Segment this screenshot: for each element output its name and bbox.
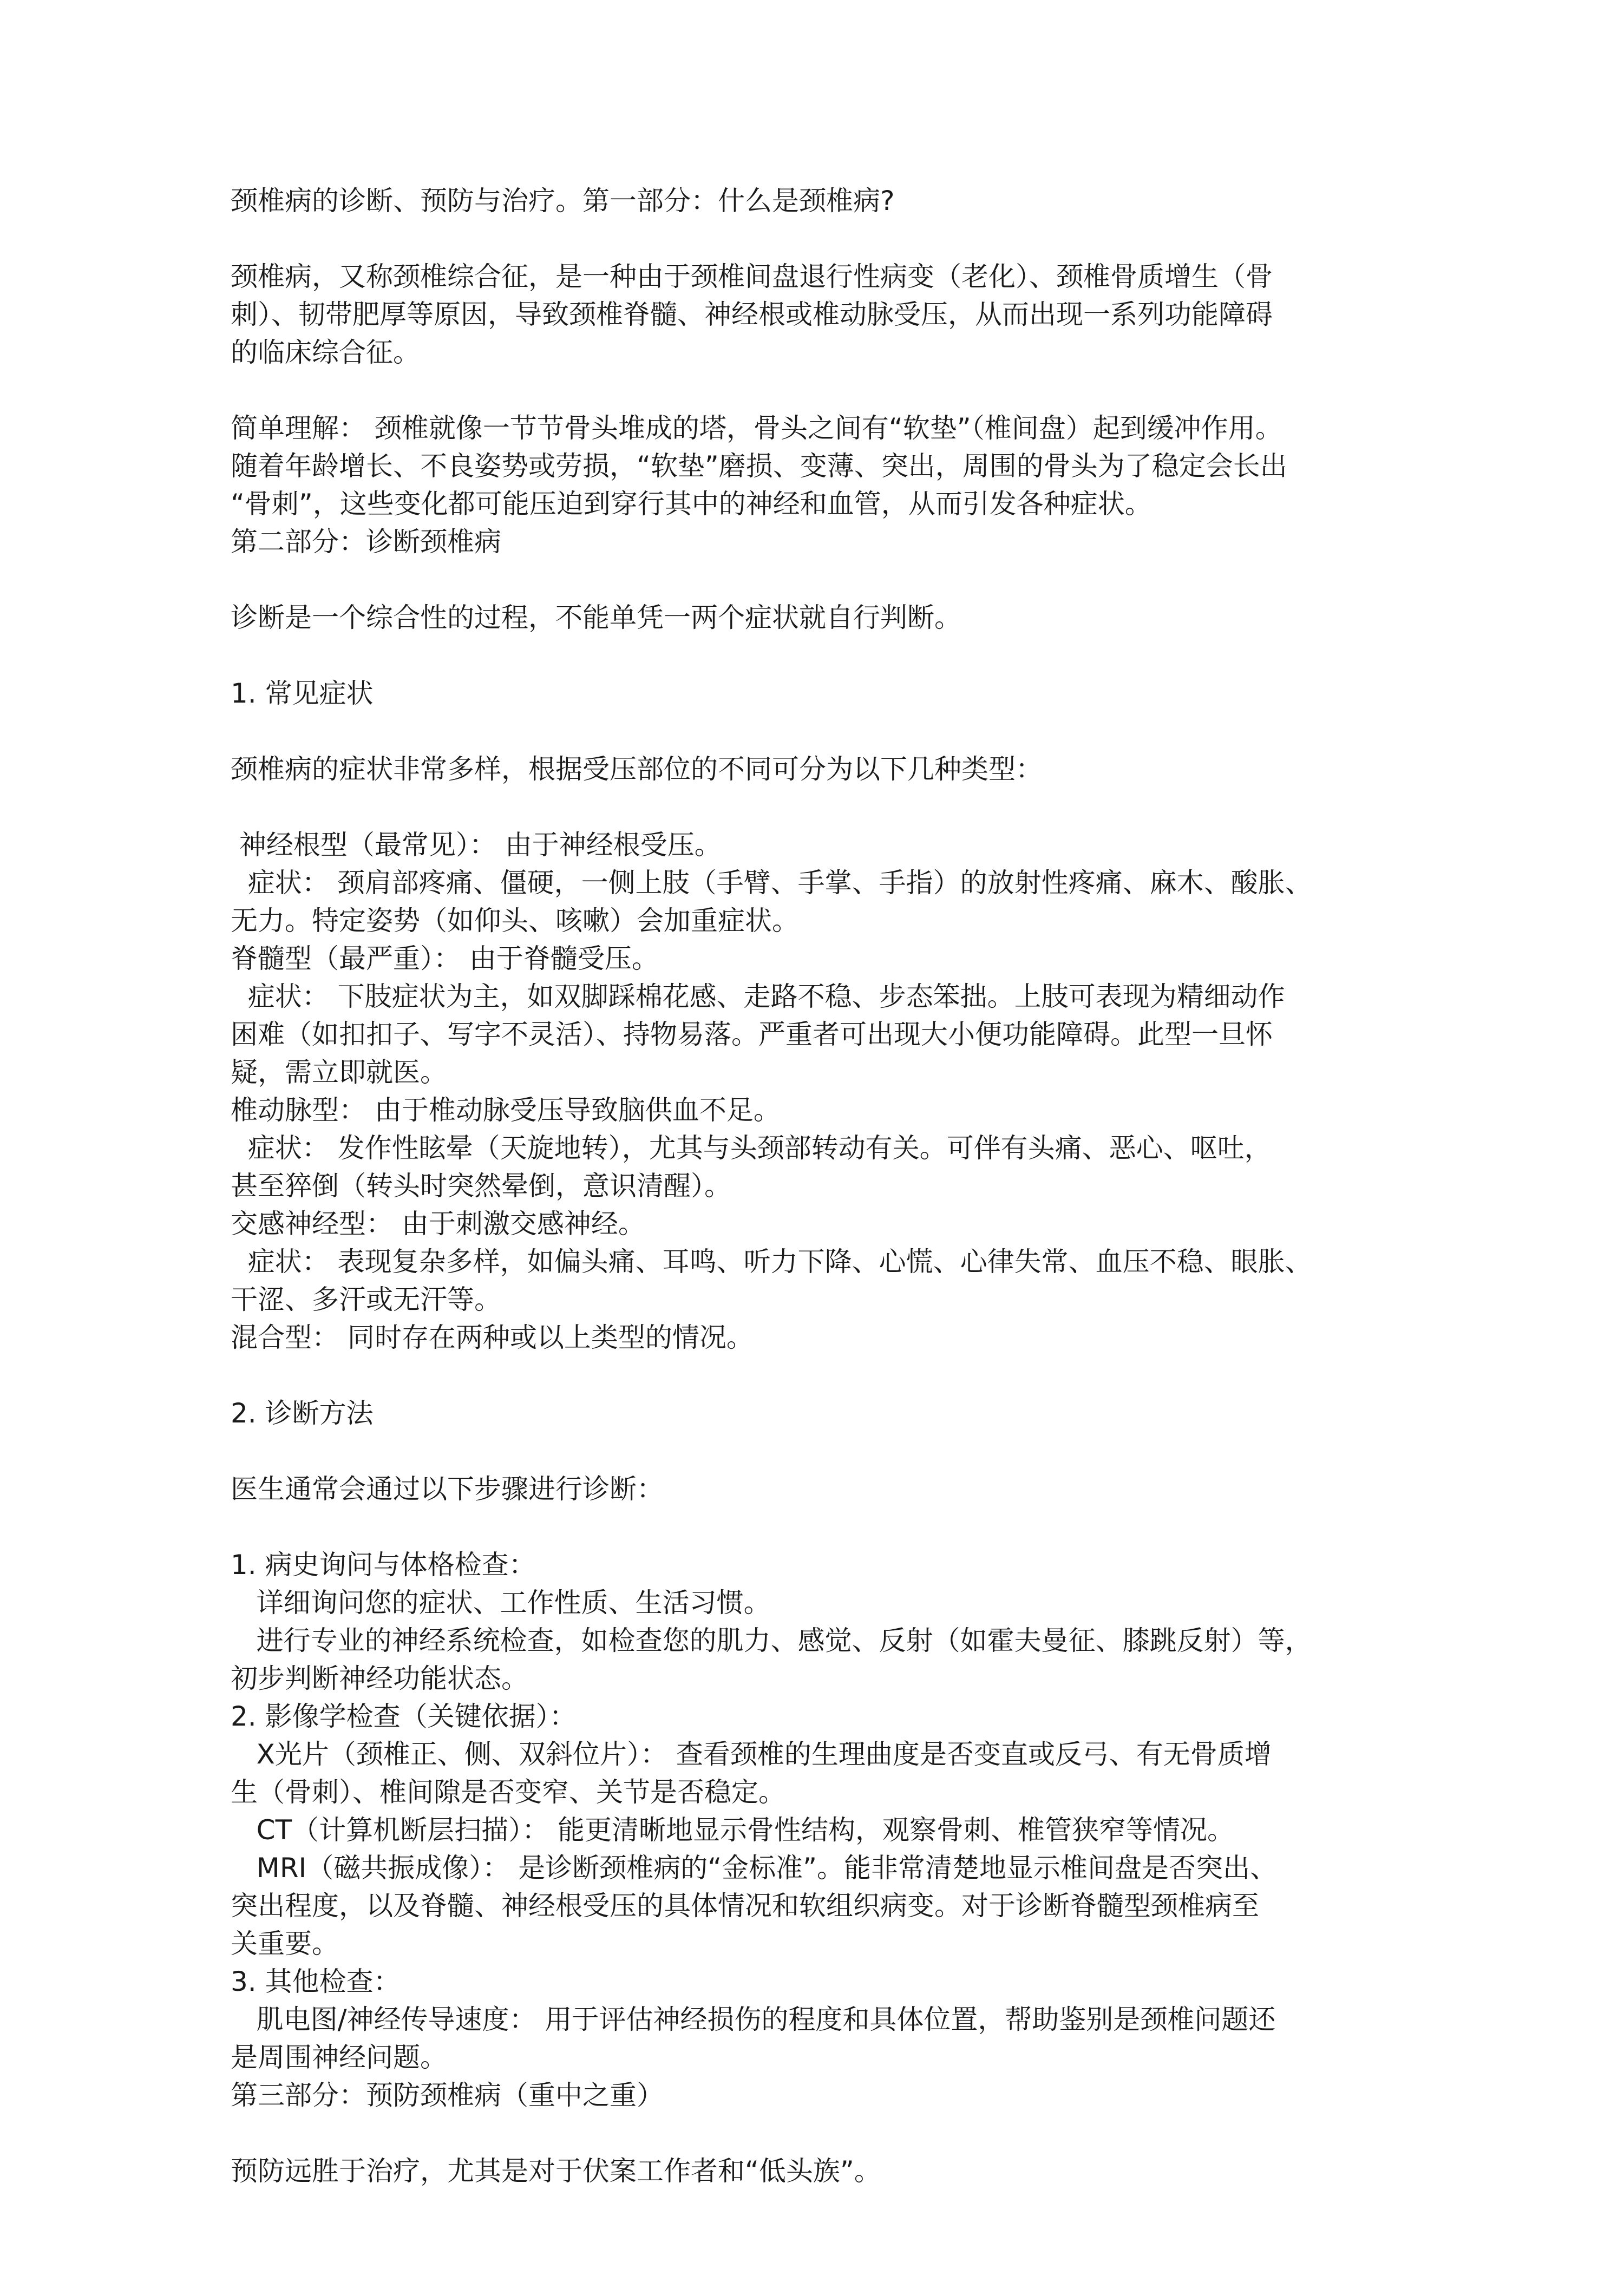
blank-line xyxy=(231,1432,1411,1470)
document-body xyxy=(231,182,1411,2190)
text-line: 症状： 发作性眩晕（天旋地转），尤其与头颈部转动有关。可伴有头痛、恶心、呕吐， xyxy=(231,1132,1272,1164)
text-line: 随着年龄增长、不良姿势或劳损，“软垫”磨损、变薄、突出，周围的骨头为了稳定会长出 xyxy=(231,450,1287,482)
blank-line xyxy=(231,561,1411,599)
text-line: 肌电图/神经传导速度： 用于评估神经损伤的程度和具体位置，帮助鉴别是颈椎问题还 xyxy=(231,2004,1276,2035)
text-line: 刺）、韧带肥厚等原因，导致颈椎脊髓、神经根或椎动脉受压，从而出现一系列功能障碍 xyxy=(231,299,1273,330)
text-line: CT（计算机断层扫描）： 能更清晰地显示骨性结构，观察骨刺、椎管狭窄等情况。 xyxy=(231,1814,1235,1846)
text-line: 疑，需立即就医。 xyxy=(231,1057,447,1088)
text-line: MRI（磁共振成像）： 是诊断颈椎病的“金标准”。能非常清楚地显示椎间盘是否突出、 xyxy=(231,1852,1278,1884)
blank-line xyxy=(231,637,1411,674)
text-line: 神经根型（最常见）： 由于神经根受压。 xyxy=(231,829,722,861)
text-line: X光片（颈椎正、侧、双斜位片）： 查看颈椎的生理曲度是否变直或反弓、有无骨质增 xyxy=(231,1739,1272,1770)
text-line: 是周围神经问题。 xyxy=(231,2042,447,2073)
text-line: 椎动脉型： 由于椎动脉受压导致脑供血不足。 xyxy=(231,1094,781,1126)
blank-line xyxy=(231,1508,1411,1546)
text-line: 第三部分：预防颈椎病（重中之重） xyxy=(231,2080,664,2111)
text-line: 交感神经型： 由于刺激交感神经。 xyxy=(231,1208,645,1240)
text-line: 无力。特定姿势（如仰头、咳嗽）会加重症状。 xyxy=(231,905,799,936)
blank-line xyxy=(231,712,1411,750)
text-line: 第二部分：诊断颈椎病 xyxy=(231,526,501,558)
text-line: 脊髓型（最严重）： 由于脊髓受压。 xyxy=(231,943,659,974)
text-line: 详细询问您的症状、工作性质、生活习惯。 xyxy=(231,1587,771,1618)
text-line: 2. 影像学检查（关键依据）： xyxy=(231,1701,577,1732)
text-line: 诊断是一个综合性的过程，不能单凭一两个症状就自行判断。 xyxy=(231,602,961,633)
blank-line xyxy=(231,371,1411,409)
text-line: 颈椎病，又称颈椎综合征，是一种由于颈椎间盘退行性病变（老化）、颈椎骨质增生（骨 xyxy=(231,261,1273,292)
text-line: 症状： 表现复杂多样，如偏头痛、耳鸣、听力下降、心慌、心律失常、血压不稳、眼胀、 xyxy=(231,1246,1312,1277)
text-line: 3. 其他检查： xyxy=(231,1966,401,1997)
blank-line xyxy=(231,2114,1411,2152)
text-line: 初步判断神经功能状态。 xyxy=(231,1663,528,1694)
text-line: 简单理解： 颈椎就像一节节骨头堆成的塔，骨头之间有“软垫”（椎间盘）起到缓冲作用。 xyxy=(231,412,1282,444)
text-line: 的临床综合征。 xyxy=(231,337,420,368)
text-line: 干涩、多汗或无汗等。 xyxy=(231,1284,501,1315)
text-line: 甚至猝倒（转头时突然晕倒，意识清醒）。 xyxy=(231,1170,731,1202)
text-line: 1. 常见症状 xyxy=(231,678,374,709)
text-line: “骨刺”，这些变化都可能压迫到穿行其中的神经和血管，从而引发各种症状。 xyxy=(231,488,1152,520)
text-line: 颈椎病的症状非常多样，根据受压部位的不同可分为以下几种类型： xyxy=(231,753,1043,785)
blank-line xyxy=(231,220,1411,258)
text-line: 2. 诊断方法 xyxy=(231,1398,374,1429)
text-line: 1. 病史询问与体格检查： xyxy=(231,1549,536,1581)
blank-line xyxy=(231,1356,1411,1394)
text-line: 医生通常会通过以下步骤进行诊断： xyxy=(231,1473,664,1505)
text-line: 生（骨刺）、椎间隙是否变窄、关节是否稳定。 xyxy=(231,1776,785,1808)
text-line: 关重要。 xyxy=(231,1928,339,1959)
text-line: 突出程度，以及脊髓、神经根受压的具体情况和软组织病变。对于诊断脊髓型颈椎病至 xyxy=(231,1890,1259,1922)
text-line: 预防远胜于治疗，尤其是对于伏案工作者和“低头族”。 xyxy=(231,2155,881,2187)
text-line: 进行专业的神经系统检查，如检查您的肌力、感觉、反射（如霍夫曼征、膝跳反射）等， xyxy=(231,1625,1312,1656)
text-line: 颈椎病的诊断、预防与治疗。第一部分：什么是颈椎病? xyxy=(231,185,895,217)
text-line: 混合型： 同时存在两种或以上类型的情况。 xyxy=(231,1322,754,1353)
text-line: 症状： 下肢症状为主，如双脚踩棉花感、走路不稳、步态笨拙。上肢可表现为精细动作 xyxy=(231,981,1285,1012)
blank-line xyxy=(231,788,1411,826)
text-line: 困难（如扣扣子、写字不灵活）、持物易落。严重者可出现大小便功能障碍。此型一旦怀 xyxy=(231,1019,1273,1050)
text-line: 症状： 颈肩部疼痛、僵硬，一侧上肢（手臂、手掌、手指）的放射性疼痛、麻木、酸胀、 xyxy=(231,867,1312,899)
